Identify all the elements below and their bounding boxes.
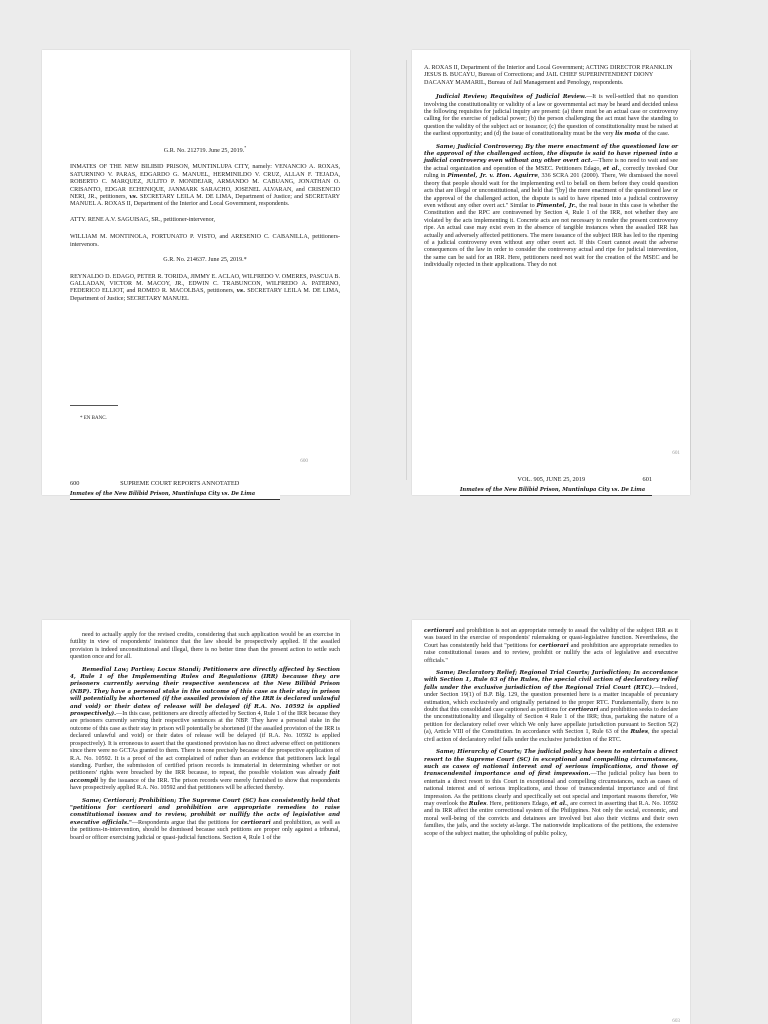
syllabus-declaratory-relief: Same; Declaratory Relief; Regional Trial Courts; Jurisdiction; In accordance with Section 1, Rule 63 of the Rules, the special civil action of declaratory relief falls under the exclusive jurisdiction of the Regional Trial Court (RTC).—Indeed, under Section 19(1) of B.P. Blg. 129, the question presented here is a matter incapable of pecuniary estimation, which exclusively and originally pertained to the proper RTC. Fundamentally, there is no doubt that this consolidated case captioned as petitions for certiorari and prohibition seeks to declare the unconstitutionality and illegality of Section 4 Rule 1 of the IRR; thus, partaking the nature of a petition for declaratory relief over which We only have appellate jurisdiction pursuant to Section 5(2)(a), Article VIII of the Constitution. In accordance with Section 1, Rule 63 of the Rules, the special civil action of declaratory relief falls under the exclusive jurisdiction of the RTC.	[424, 670, 678, 743]
page-603	[412, 620, 690, 1024]
syllabus-judicial-review: Judicial Review; Requisites of Judicial Review.—It is well-settled that no question involving the constitutionality or validity of a law or governmental act may be heard and decided unless the following requisites for judicial inquiry are present: (a) there must be an actual case or controversy calling for the exercise of judicial power; (b) the person challenging the act must have the standing to question the validity of the subject act or issuance; (c) the question of constitutionality must be raised at the earliest opportunity; and (d) the issue of constitutionality must be the very lis mota of the case.	[424, 94, 678, 138]
page-603-body	[424, 628, 678, 843]
syllabus-hierarchy-of-courts: Same; Hierarchy of Courts; The judicial policy has been to entertain a direct resort to the Supreme Court (SC) in exceptional and compelling circumstances, such as cases of national interest and of serious implications, and those of transcendental importance and of first impression.—The judicial policy has been to entertain a direct resort to this Court in exceptional and compelling circumstances, such as cases of national interest and of serious implications, and those of transcendental importance and of first impression. As the petitions clearly and specifically set out special and important reasons therefor, We may overlook the Rules. Here, petitioners Edago, et al., are correct in asserting that R.A. No. 10592 and its IRR affect the entire correctional system of the Philippines. Not only the social, economic, and moral well-being of the convicts and detainees are involved but also their victims and their own families, the jails, and the society at-large. The nationwide implications of the petitions, the extensive scope of the subject matter, the upholding of public policy,	[424, 749, 678, 837]
syllabus-locus-standi: Remedial Law; Parties; Locus Standi; Petitioners are directly affected by Section 4, Rule 1 of the Implementing Rules and Regulations (IRR) because they are prisoners currently serving their respective sentences at the New Bilibid Prison (NBP). They have a personal stake in the outcome of this case as their stay in prison will potentially be shortened (if the assailed provision of the IRR is declared unlawful and void) or their dates of release will be delayed (if R.A. No. 10592 is applied prospectively).—In this case, petitioners are directly affected by Section 4, Rule 1 of the IRR because they are prisoners currently serving their respective sentences at the NBP. They have a personal stake in the outcome of this case as their stay in prison will potentially be shortened (if the assailed provision of the IRR is declared unlawful and void) or their dates of release will be delayed (if R.A. No. 10592 is applied prospectively). It is erroneous to assert that the questioned provision has no direct adverse effect on petitioners since there were no GCTAs granted to them. There is none precisely because of the prospective application of R.A. No. 10592. It is a proof of the act complained of rather than an evidence that petitioners lack legal standing. Further, the submission of certified prison records is immaterial in determining whether or not petitioners' rights were breached by the IRR because, to repeat, the possible violation was already fait accompli by the issuance of the IRR. The prison records were merely furnished to show that respondents have prospectively applied R.A. No. 10592 and that petitioners will be affected thereby.	[70, 666, 340, 792]
header-case-title: Inmates of the New Bilibid Prison, Muntinlupa City vs. De Lima	[70, 491, 280, 500]
parties-1: INMATES OF THE NEW BILIBID PRISON, MUNTINLUPA CITY, namely: VENANCIO A. ROXAS, SATURNINO V. PARAS, EDGARDO G. MANUEL, HERMINILDO V. CRUZ, ALLAN F. TEJADA, ROBERTO C. MARQUEZ, JULITO P. MONDEJAR, ARMANDO M. CABUANG, JONATHAN O. CRISANTO, EDGAR ECHENIQUE, JANMARK SARACHO, JOSENEL ALVARAN, and CRISENCIO NERI, JR., petitioners, vs. SECRETARY LEILA M. DE LIMA, Department of Justice; and SECRETARY MANUEL A. ROXAS II, Department of the Interior and Local Government, respondents.	[70, 164, 340, 208]
running-header-601	[460, 476, 652, 496]
gr-caption-2: G.R. No. 214637. June 25, 2019.*	[163, 257, 247, 264]
page-602-body	[70, 632, 340, 847]
page-601-body	[424, 65, 678, 275]
header-publication: SUPREME COURT REPORTS ANNOTATED	[120, 480, 240, 487]
footnote: * EN BANC.	[80, 416, 107, 421]
header-case-title: Inmates of the New Bilibid Prison, Muntinlupa City vs. De Lima	[460, 487, 652, 496]
syllabus-judicial-controversy: Same; Judicial Controversy; By the mere enactment of the questioned law or the approval of the challenged action, the dispute is said to have ripened into a judicial controversy even without any other overt act.—There is no need to wait and see the actual organization and operation of the MSEC. Petitioners Edago, et al., correctly invoked Our ruling in Pimentel, Jr. v. Hon. Aguirre, 336 SCRA 201 (2000). There, We dismissed the novel theory that people should wait for the implementing evil to befall on them before they could question acts that are illegal or unconstitutional, and held that "[by] the mere enactment of the questioned law or the approval of the challenged action, the dispute is said to have ripened into a judicial controversy even without any other overt act." Similar to Pimentel, Jr., the real issue in this case is whether the Constitution and the RPC are contravened by Section 4, Rule 1 of the IRR, not whether they are violated by the acts implementing it. Concrete acts are not necessary to render the present controversy ripe. An actual case may exist even in the absence of tangible instances when the assailed IRR has actually and adversely affected petitioners. The mere issuance of the subject IRR has led to the ripening of a judicial controversy even without any other overt act. If this Court cannot await the adverse consequences of the law in order to consider the controversy actual and ripe for judicial intervention, the same can be said for an IRR. Here, petitioners need not wait for the creation of the MSEC and be individually rejected in their applications. They do not	[424, 143, 678, 269]
parties-2: REYNALDO D. EDAGO, PETER R. TORIDA, JIMMY E. ACLAO, WILFREDO V. OMERES, PASCUA B. GALLADAN, VICTOR M. MACOY, JR., EDWIN C. TRABUNCON, WILFREDO A. PATERNO, FEDERICO ELLIOT, and ROMEO R. MACOLBAS, petitioners, vs. SECRETARY LEILA M. DE LIMA, Department of Justice; SECRETARY MANUEL	[70, 273, 340, 302]
respondents-continuation: A. ROXAS II, Department of the Interior and Local Government; ACTING DIRECTOR FRANKLIN JESUS B. BUCAYU, Bureau of Corrections; and JAIL CHIEF SUPERINTENDENT DIONY DACANAY MAMARIL, Bureau of Jail Management and Penology, respondents.	[424, 65, 673, 86]
running-header-600	[70, 480, 280, 500]
paragraph-certiorari-cont: certiorari and prohibition is not an appropriate remedy to assail the validity of the subject IRR as it was issued in the exercise of respondents' rulemaking or quasi-legislative function. Nevertheless, the Court has consistently held that "petitions for certiorari and prohibition are appropriate remedies to raise constitutional issues and to review, prohibit or nullify the acts of legislative and executive officials."	[424, 628, 678, 664]
header-page-number: 600	[70, 480, 80, 487]
column-rule-left	[406, 60, 407, 480]
header-page-number: 601	[642, 476, 652, 483]
petitioner-intervenor: ATTY. RENE A.V. SAGUISAG, SR., petitioner-intervenor,	[70, 216, 215, 223]
paragraph-futility: need to actually apply for the revised credits, considering that such application would be an exercise in futility in view of respondents' insistence that the law should be prospectively applied. If the assailed provision is indeed unconstitutional and illegal, there is no better time than the present action to settle such question once and for all.	[70, 632, 340, 661]
footnote-rule	[70, 405, 118, 406]
column-rule-right	[690, 60, 691, 480]
page-602	[42, 620, 350, 1024]
petitioners-intervenors: WILLIAM M. MONTINOLA, FORTUNATO P. VISTO, and ARESENIO C. CABANILLA, petitioners-intervenors.	[70, 234, 340, 248]
header-volume: VOL. 905, JUNE 25, 2019	[517, 476, 586, 483]
gr-caption-1: G.R. No. 212719. June 25, 2019.*	[163, 145, 247, 155]
page-number-603: 603	[672, 1018, 680, 1024]
page-number-601: 601	[672, 450, 680, 456]
page-600	[42, 50, 350, 495]
syllabus-certiorari: Same; Certiorari; Prohibition; The Supreme Court (SC) has consistently held that "petitions for certiorari and prohibition are appropriate remedies to raise constitutional issues and to review, prohibit or nullify the acts of legislative and executive officials."—Respondents argue that the petitions for certiorari and prohibition, as well as the petitions-in-intervention, should be dismissed because such petitions are proper only against a tribunal, board or officer exercising judicial or quasi-judicial functions. Section 4, Rule 1 of the	[70, 797, 340, 841]
page-600-body	[70, 144, 340, 308]
page-601	[412, 50, 690, 495]
page-number-600: 600	[300, 458, 308, 464]
